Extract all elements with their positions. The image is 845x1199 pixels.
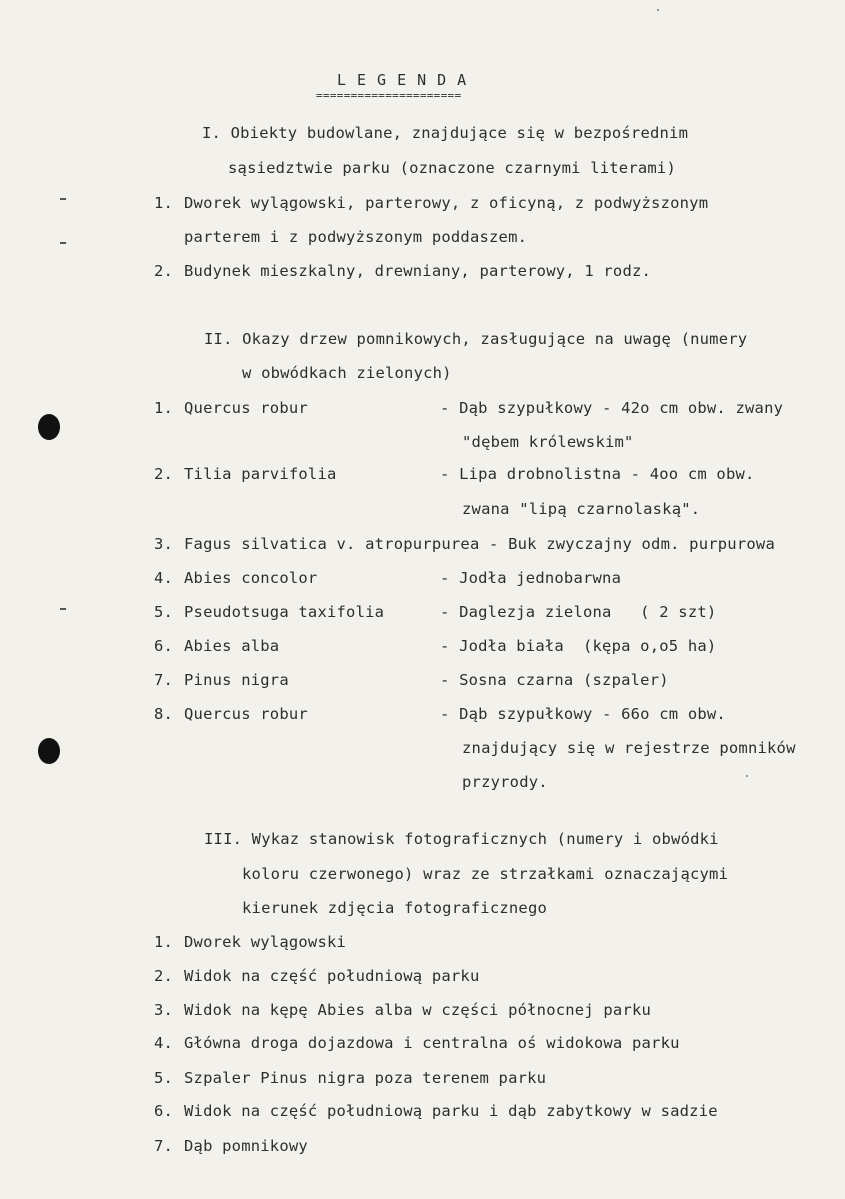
- section-2-item-num: 7.: [154, 671, 174, 689]
- section-2-heading-cont: w obwódkach zielonych): [242, 364, 452, 382]
- species-desc: - Dąb szypułkowy - 42o cm obw. zwany: [440, 399, 784, 417]
- section-2-item-num: 6.: [154, 637, 174, 655]
- species-desc-cont: zwana "lipą czarnolaską".: [462, 500, 701, 518]
- species-full-line: Fagus silvatica v. atropurpurea - Buk zwyczajny odm. purpurowa: [184, 535, 775, 553]
- section-1-heading-cont: sąsiedztwie parku (oznaczone czarnymi literami): [228, 159, 676, 177]
- section-3-item-num: 1.: [154, 933, 174, 951]
- section-1-item-num: 2.: [154, 262, 174, 280]
- species-desc: - Jodła biała (kępa o,o5 ha): [440, 637, 717, 655]
- species-latin: Abies concolor: [184, 569, 318, 587]
- photo-station-text: Szpaler Pinus nigra poza terenem parku: [184, 1069, 547, 1087]
- section-3-item-num: 7.: [154, 1137, 174, 1155]
- section-1-item-num: 1.: [154, 194, 174, 212]
- species-latin: Quercus robur: [184, 705, 308, 723]
- species-desc: - Lipa drobnolistna - 4oo cm obw.: [440, 465, 755, 483]
- species-latin: Tilia parvifolia: [184, 465, 337, 483]
- punch-hole-bottom: [38, 738, 60, 764]
- page-title: LEGENDA: [337, 71, 478, 89]
- species-desc: - Sosna czarna (szpaler): [440, 671, 669, 689]
- title-underline: =====================: [316, 89, 462, 102]
- photo-station-text: Dworek wylągowski: [184, 933, 347, 951]
- section-2-item-num: 5.: [154, 603, 174, 621]
- photo-station-text: Widok na część południową parku: [184, 967, 480, 985]
- section-2-item-num: 3.: [154, 535, 174, 553]
- section-3-item-num: 5.: [154, 1069, 174, 1087]
- margin-mark: [60, 608, 66, 610]
- section-3-item-num: 4.: [154, 1034, 174, 1052]
- paper-speck: [746, 775, 748, 777]
- paper-speck: [657, 9, 659, 11]
- species-desc: - Daglezja zielona ( 2 szt): [440, 603, 717, 621]
- section-2-item-num: 2.: [154, 465, 174, 483]
- section-3-item-num: 3.: [154, 1001, 174, 1019]
- photo-station-text: Widok na część południową parku i dąb zabytkowy w sadzie: [184, 1102, 718, 1120]
- species-desc-cont: "dębem królewskim": [462, 433, 634, 451]
- section-1-heading: I. Obiekty budowlane, znajdujące się w bezpośrednim: [202, 124, 689, 142]
- punch-hole-top: [38, 414, 60, 440]
- species-latin: Quercus robur: [184, 399, 308, 417]
- section-3-heading: III. Wykaz stanowisk fotograficznych (numery i obwódki: [204, 830, 719, 848]
- section-2-heading: II. Okazy drzew pomnikowych, zasługujące na uwagę (numery: [204, 330, 748, 348]
- photo-station-text: Widok na kępę Abies alba w części północnej parku: [184, 1001, 652, 1019]
- section-3-item-num: 2.: [154, 967, 174, 985]
- photo-station-text: Dąb pomnikowy: [184, 1137, 308, 1155]
- species-desc-cont: znajdujący się w rejestrze pomników: [462, 739, 796, 757]
- section-2-item-num: 4.: [154, 569, 174, 587]
- section-2-item-num: 8.: [154, 705, 174, 723]
- section-3-item-num: 6.: [154, 1102, 174, 1120]
- species-latin: Abies alba: [184, 637, 280, 655]
- species-desc: - Dąb szypułkowy - 66o cm obw.: [440, 705, 726, 723]
- photo-station-text: Główna droga dojazdowa i centralna oś widokowa parku: [184, 1034, 680, 1052]
- species-desc: - Jodła jednobarwna: [440, 569, 622, 587]
- margin-mark: [60, 198, 66, 200]
- section-2-item-num: 1.: [154, 399, 174, 417]
- margin-mark: [60, 242, 66, 244]
- section-3-heading-cont: kierunek zdjęcia fotograficznego: [242, 899, 548, 917]
- section-1-item-text: Budynek mieszkalny, drewniany, parterowy, 1 rodz.: [184, 262, 652, 280]
- section-3-heading-cont: koloru czerwonego) wraz ze strzałkami oznaczającymi: [242, 865, 729, 883]
- section-1-item-text: Dworek wylągowski, parterowy, z oficyną, z podwyższonym: [184, 194, 709, 212]
- species-latin: Pinus nigra: [184, 671, 289, 689]
- species-desc-cont: przyrody.: [462, 773, 548, 791]
- section-1-item-text-cont: parterem i z podwyższonym poddaszem.: [184, 228, 528, 246]
- species-latin: Pseudotsuga taxifolia: [184, 603, 385, 621]
